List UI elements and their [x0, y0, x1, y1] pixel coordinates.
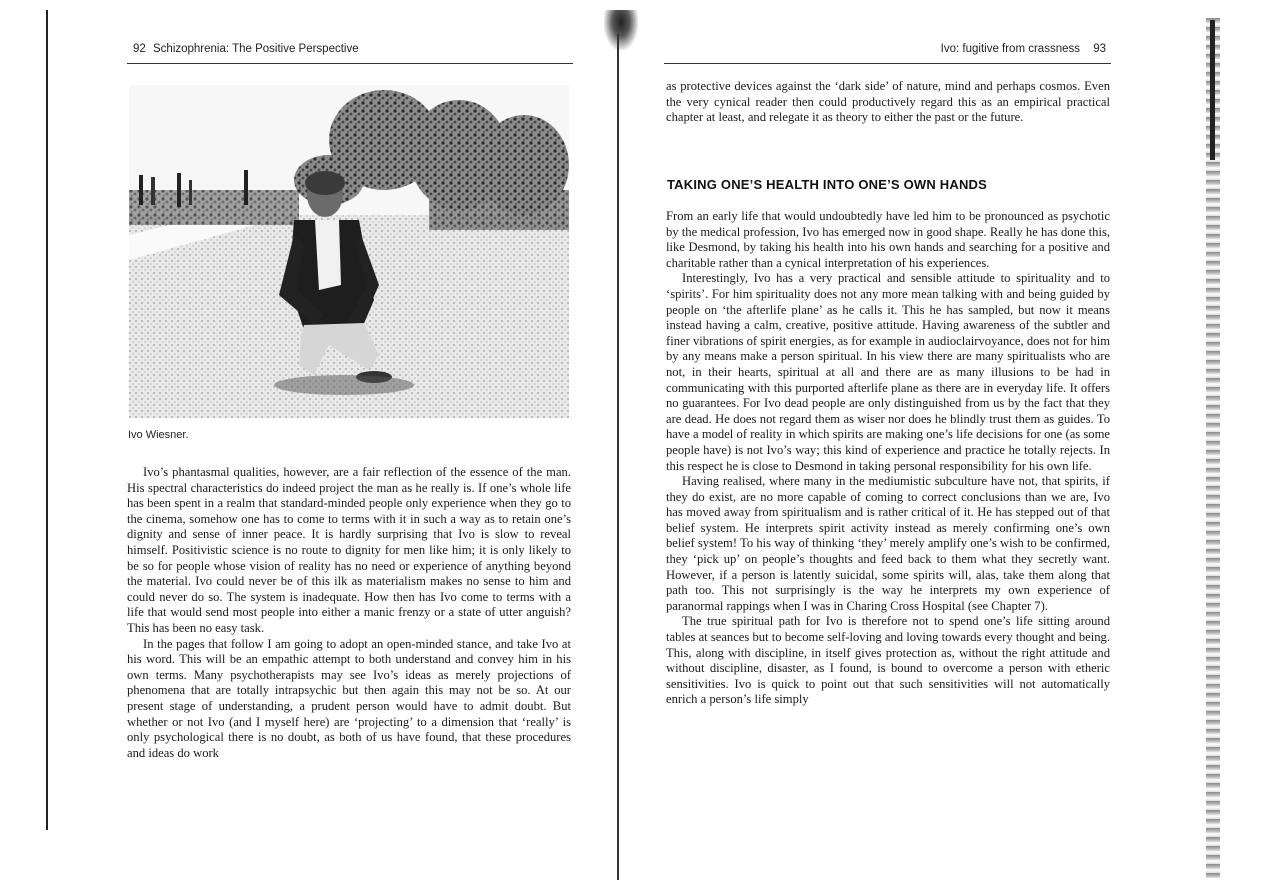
right-page-number: 93	[1093, 43, 1106, 55]
left-body-text	[127, 465, 571, 761]
left-running-head	[129, 43, 359, 55]
left-header-rule	[127, 63, 573, 64]
left-paragraph: Ivo’s phantasmal qualities, however, are a fair reflection of the essence of the man. His spectral characteristics do indeed project the man as he really is. If one’s whole life has been spent in a realm that standard-minded people only experience when they go to the cinema, somehow one has to come to terms with it in such a way as to retain one’s dignity and sense of inner peace. It is hardly surprising that Ivo is slow to reveal himself. Positivistic science is no route to dignity for men like him; it is only likely to be so for people whose vision of reality has no need or experience of anything beyond the material. Ivo could never be of this ilk as materialism makes no sense to him and could never do so. The system is inadequate. How then has Ivo come to terms with a life that would send most people into either a manic frenzy or a state of utter anguish? This has been no easy task.	[127, 465, 571, 635]
right-paragraph: Interestingly, Ivo has a very practical and sensible attitude to spirituality and to ‘spirits’. For him spirituality does not any more mean talking with and being guided by people on ‘the afterlife plane’ as he calls it. This he has sampled, but now it means instead having a calm, creative, positive attitude. Having awareness of the subtler and finer vibrations of spirit energies, as for example in audioclairvoyance, does not for him by any means make a person spiritual. In his view there are many spiritualists who are not, in their hearts, spiritual at all and there are as many illusions to be had in communicating with this purported afterlife plane as there are in everyday life. It offers no guarantees. For Ivo dead people are only distinguished from us by the fact that they are dead. He does not regard them as wiser nor does he blindly trust them as guides. To have a model of reality in which spirits are making one’s life decisions for one (as some people have) is not Ivo’s way; this kind of experience and practice he totally rejects. In this respect he is close to Desmond in taking personal responsibility for his own life.	[666, 271, 1110, 473]
right-running-title: Ivo: fugitive from crassness	[940, 43, 1080, 55]
page-edge-shadow	[1210, 20, 1215, 160]
right-opening-paragraph: as protective devices against the ‘dark side’ of nature, mind and perhaps cosmos. Even the very cynical reader then could productively regard this as an empirical practical chapter at least, and relegate it as theory to either the past or the future.	[666, 79, 1110, 125]
book-gutter	[617, 34, 619, 880]
right-paragraph: From an early life that would undoubtedly have led him to be pronounced as psychotic by the medical profession, Ivo has emerged now in good shape. Really he has done this, like Desmond, by taking his health into his own hands and searching for a positive and charitable rather than a cynical interpretation of his experiences.	[666, 209, 1110, 270]
left-paragraph: In the pages that follow I am going to adopt an open-minded stance, and take Ivo at his word. This will be an empathic attempt to both understand and convey him in his own terms. Many psychotherapists may see Ivo’s ideas as merely projections of phenomena that are totally intrapsychic but then again this may not be so. At our present stage of understanding, a prudent person would have to admit doubt. But whether or not Ivo (and I myself here) are ‘projecting’ to a dimension that ‘really’ is only psychological there is no doubt, as both of us have found, that these procedures and ideas do work	[127, 636, 571, 760]
section-heading: TAKING ONE’S HEALTH INTO ONE’S OWN HANDS	[667, 177, 988, 192]
right-paragraph: Having realised, where many in the mediumistic subculture have not, that spirits, if they do exist, are no more capable of coming to correct conclusions than we are, Ivo has moved away from spiritualism and is rather critical of it. He has stepped out of that belief system. He interprets spirit activity instead as merely confirming one’s own belief system! To his way of thinking ‘they’ merely amplify one’s wish to be confirmed, they ‘pick up’ on people’s thoughts and feed back to them what they secretly want. However, if a person is latently suicidal, some spirits will, alas, take them along that path too. This not surprisingly is the way he interprets my own experience of paranormal rappings when I was in Charing Cross Hospital (see Chapter 7).	[666, 474, 1110, 613]
right-running-head	[941, 43, 1110, 55]
figure-caption: Ivo Wiesner.	[128, 429, 189, 441]
left-page-number: 92	[133, 43, 146, 55]
portrait-photo	[129, 85, 569, 418]
scan-edge-line	[46, 10, 48, 830]
right-paragraph: The true spiritual path for Ivo is therefore not to spend one’s life sitting around tables at seances but to become self-loving and loving towards every thought and being. This, along with discipline, in itself gives protection as, without the right attitude and without discipline, disaster, as I found, is bound to overcome a person with etheric sensitivities. Ivo is quick to point out that such sensitivities will not automatically enrich a person’s life simply	[666, 614, 1110, 707]
right-body-text	[666, 209, 1110, 708]
right-header-rule	[664, 63, 1111, 64]
right-opening-text	[666, 79, 1110, 126]
left-running-title: Schizophrenia: The Positive Perspective	[153, 43, 359, 55]
binding-shadow	[604, 10, 638, 50]
